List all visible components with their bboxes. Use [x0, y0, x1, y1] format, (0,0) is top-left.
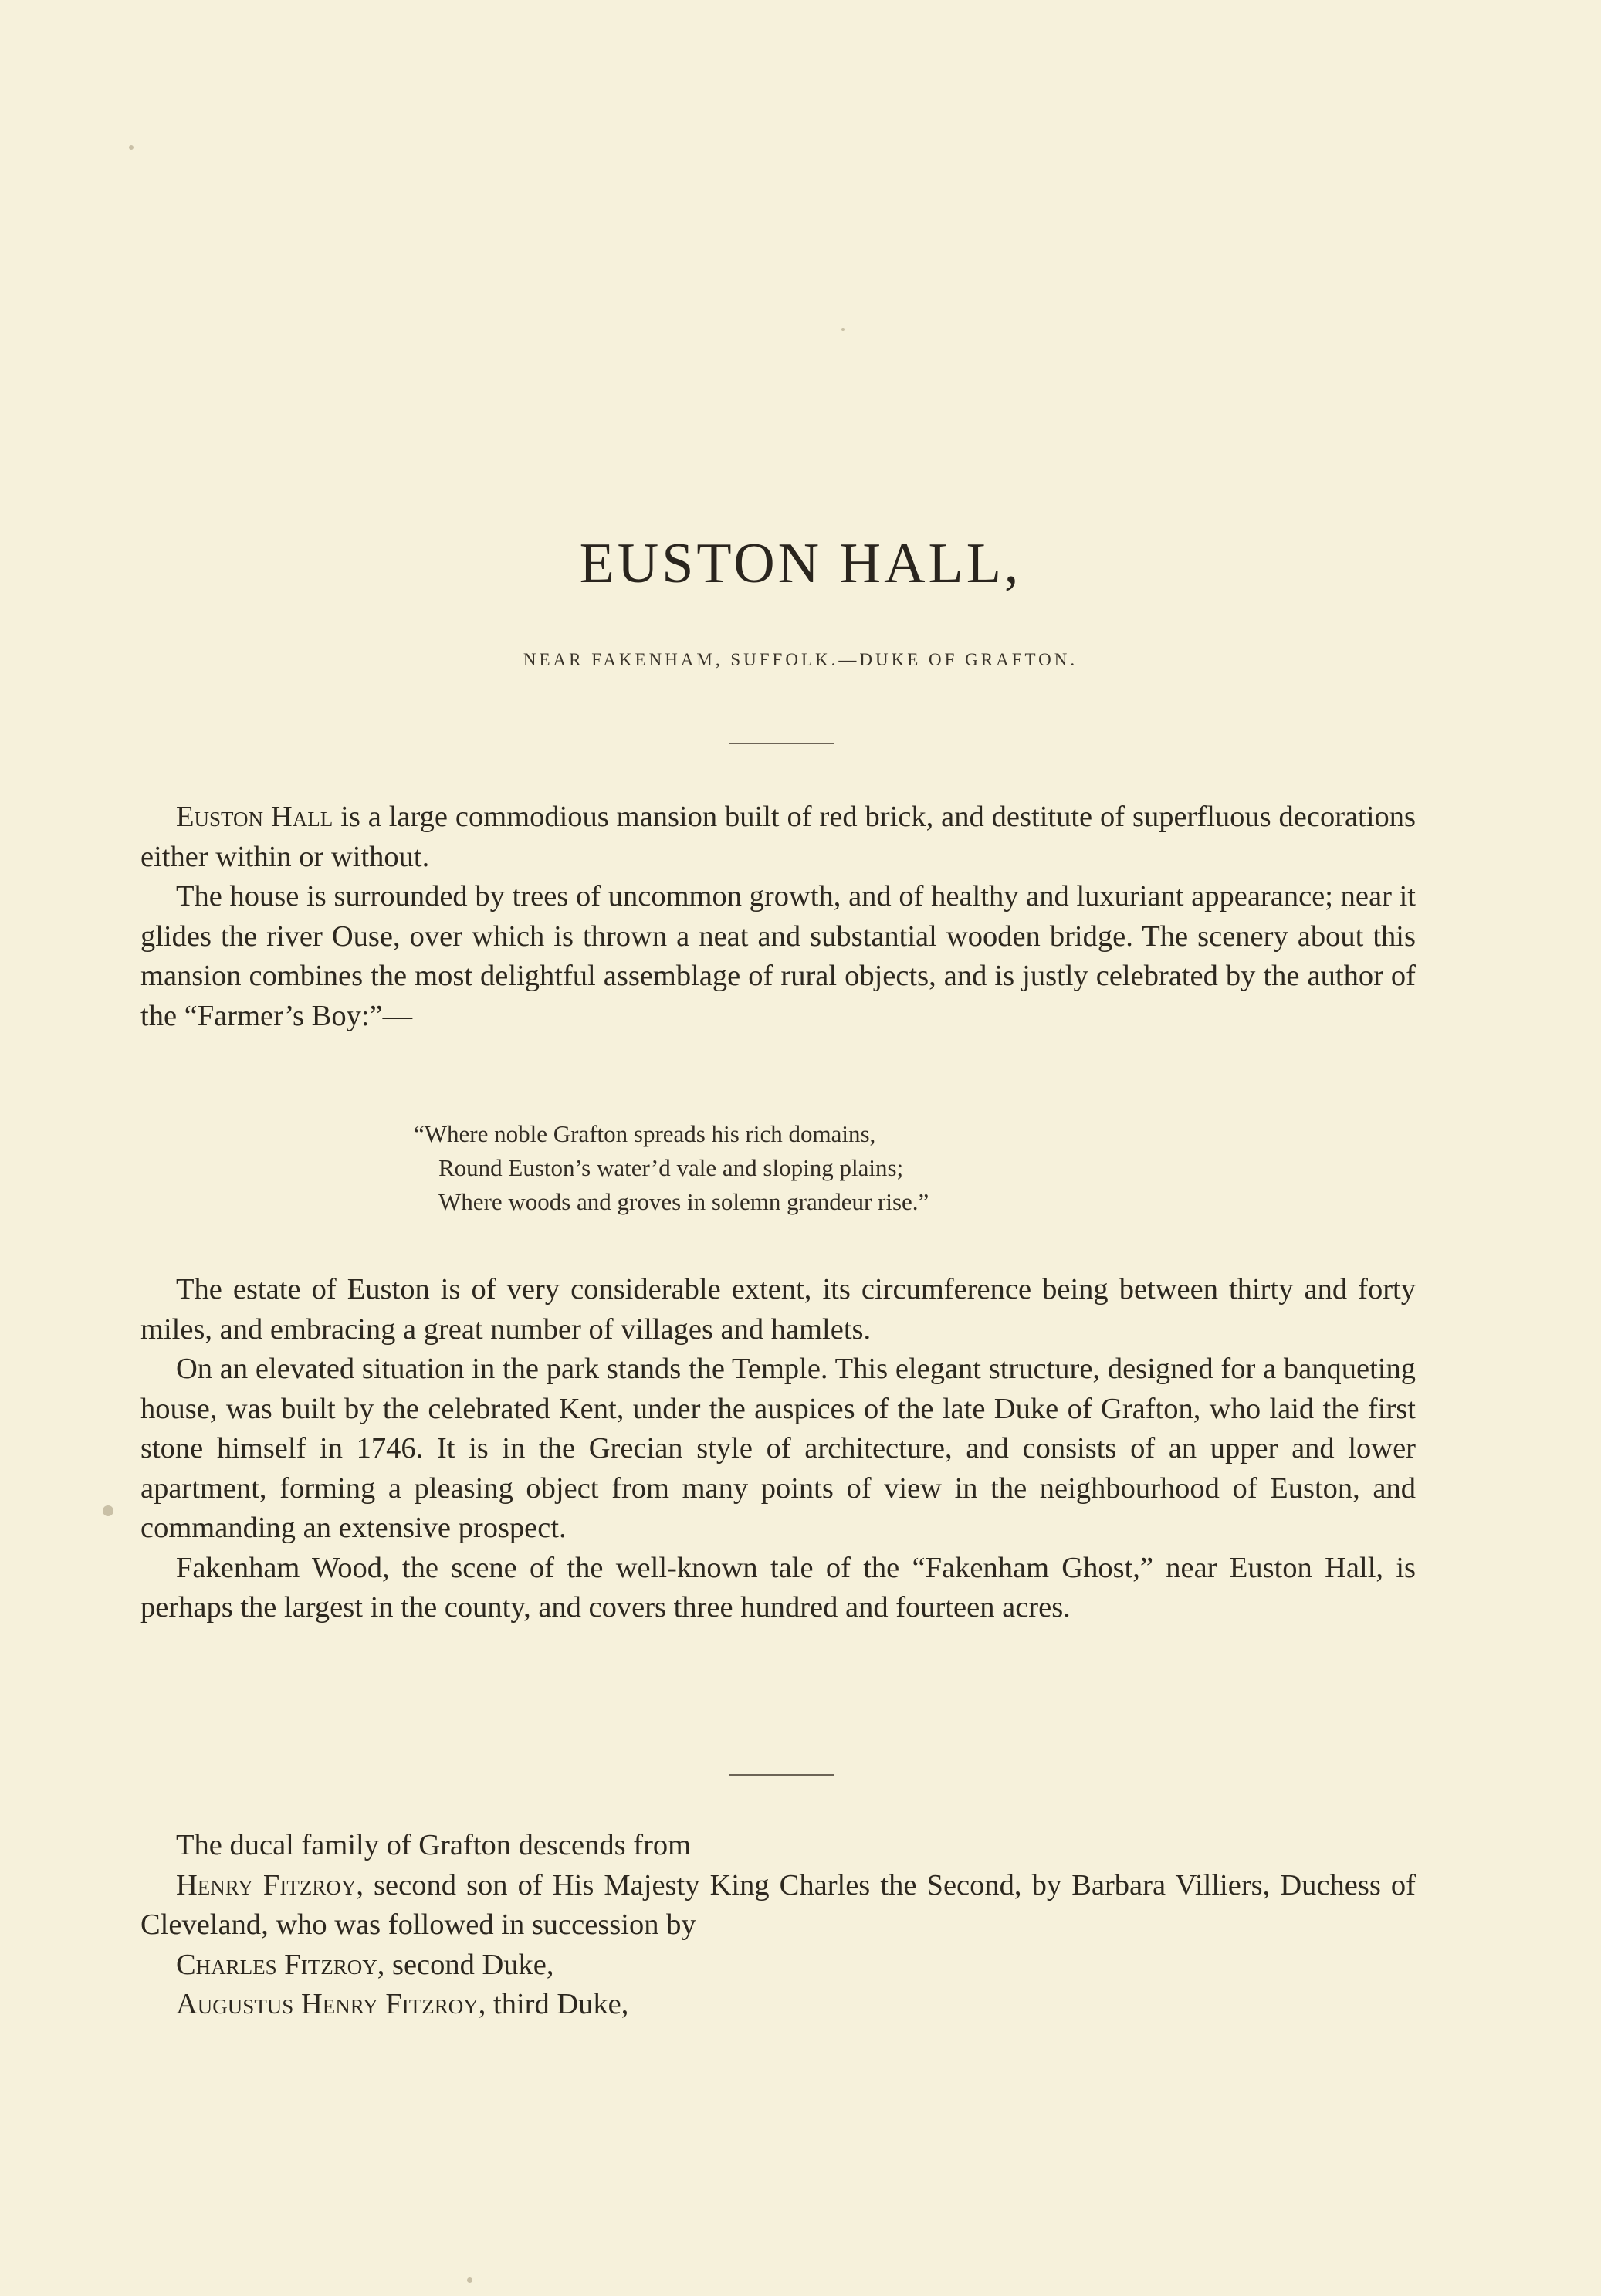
- family-section: [140, 1826, 1416, 2025]
- lead-name: Euston Hall: [176, 801, 333, 833]
- intro-section: [140, 798, 1416, 1036]
- person-description: , third Duke,: [478, 1988, 629, 2020]
- estate-section: [140, 1270, 1416, 1628]
- page-subtitle: NEAR FAKENHAM, SUFFOLK.—DUKE OF GRAFTON.: [523, 650, 1078, 669]
- paragraph-temple: On an elevated situation in the park stands the Temple. This elegant structure, designed for a banqueting house, was built by the celebrated Kent, under the auspices of the late Duke of Grafton, who laid the first stone himself in 1746. It is in the Grecian style of architecture, and consists of an upper and lower apartment, forming a pleasing object from many points of view in the neighbourhood of Euston, and commanding an extensive prospect.: [140, 1353, 1416, 1544]
- paragraph-text: is a large commodious mansion built of red brick, and destitute of superfluous decorations either within or without.: [140, 801, 1416, 873]
- divider-rule-bottom: [729, 1774, 834, 1776]
- paragraph-fakenham-wood: Fakenham Wood, the scene of the well-known tale of the “Fakenham Ghost,” near Euston Hall, is perhaps the largest in the county, and covers three hundred and fourteen acres.: [140, 1551, 1416, 1624]
- poem-quotation: [414, 1117, 1263, 1219]
- person-name: Charles Fitzroy: [176, 1948, 377, 1981]
- person-description: , second son of His Majesty King Charles the Second, by Barbara Villiers, Duchess of Cleveland, who was followed in succession by: [140, 1868, 1416, 1941]
- person-name: Augustus Henry Fitzroy: [176, 1988, 479, 2020]
- paper-speck: [467, 2277, 472, 2283]
- page-title: EUSTON HALL,: [579, 532, 1022, 595]
- divider-rule-top: [729, 743, 834, 744]
- family-henry: [140, 1866, 1416, 1946]
- family-augustus: [140, 1985, 1416, 2025]
- poem-line: Round Euston’s water’d vale and sloping plains;: [438, 1154, 904, 1181]
- family-intro: The ducal family of Grafton descends from: [176, 1829, 692, 1861]
- paper-speck: [103, 1505, 113, 1516]
- person-description: , second Duke,: [377, 1948, 554, 1981]
- paper-speck: [129, 145, 134, 150]
- family-charles: [140, 1946, 1416, 1986]
- person-name: Henry Fitzroy: [176, 1868, 357, 1901]
- poem-line: Where woods and groves in solemn grandeur rise.”: [438, 1188, 929, 1215]
- paragraph-house: The house is surrounded by trees of uncommon growth, and of healthy and luxuriant appearance; near it glides the river Ouse, over which is thrown a neat and substantial wooden bridge. The scenery about this mansion combines the most delightful assemblage of rural objects, and is justly celebrated by the author of the “Farmer’s Boy:”—: [140, 880, 1416, 1032]
- paragraph-intro: [140, 798, 1416, 877]
- paragraph-estate: The estate of Euston is of very considerable extent, its circumference being between thirty and forty miles, and embracing a great number of villages and hamlets.: [140, 1273, 1416, 1346]
- paper-speck: [841, 328, 845, 331]
- poem-line: “Where noble Grafton spreads his rich domains,: [414, 1120, 876, 1147]
